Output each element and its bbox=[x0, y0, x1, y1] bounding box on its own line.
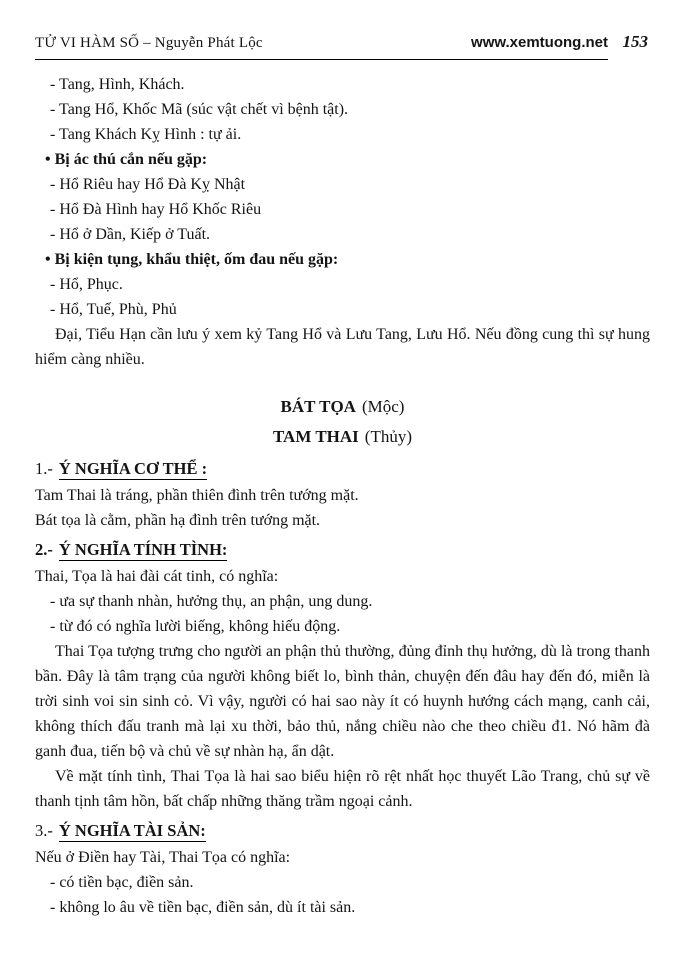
list-item: - ưa sự thanh nhàn, hưởng thụ, an phận, ung dung. bbox=[50, 593, 373, 610]
body-line: Bát tọa là cằm, phần hạ đình trên tướng mặt. bbox=[35, 512, 321, 529]
page-header bbox=[0, 0, 686, 52]
list-item: - có tiền bạc, điền sản. bbox=[50, 874, 194, 891]
bullet-heading-lawsuit: • Bị kiện tụng, khẩu thiệt, ốm đau nếu gặp: bbox=[45, 251, 339, 268]
header-row bbox=[35, 34, 608, 52]
star-element: (Mộc) bbox=[361, 397, 405, 416]
body-line: Thai, Tọa là hai đài cát tinh, có nghĩa: bbox=[35, 568, 279, 585]
star-name: BÁT TỌA bbox=[280, 397, 356, 416]
section-title: Ý NGHĨA TÀI SẢN: bbox=[58, 821, 206, 840]
section-heading-2 bbox=[35, 536, 650, 564]
bullet-heading-beast: • Bị ác thú cắn nếu gặp: bbox=[45, 151, 208, 168]
paragraph-lao-trang: Về mặt tính tình, Thai Tọa là hai sao biểu hiện rõ rệt nhất học thuyết Lão Trang, chủ sự về thanh tịnh tâm hồn, bất chấp những thăng trầm ngoại cảnh. bbox=[35, 768, 650, 810]
list-item: - Hổ, Phục. bbox=[50, 276, 123, 293]
section-title: Ý NGHĨA CƠ THỂ : bbox=[58, 459, 208, 478]
star-heading-tam-thai bbox=[35, 422, 650, 452]
list-item: - từ đó có nghĩa lười biếng, không hiếu động. bbox=[50, 618, 341, 635]
section-heading-1 bbox=[35, 455, 650, 483]
star-name: TAM THAI bbox=[272, 427, 359, 446]
section-heading-3 bbox=[35, 817, 650, 845]
list-item: - Hổ, Tuế, Phù, Phủ bbox=[50, 301, 177, 318]
section-number: 3.- bbox=[35, 821, 53, 840]
list-item: - Hổ ở Dần, Kiếp ở Tuất. bbox=[50, 226, 211, 243]
star-heading-bat-toa bbox=[35, 392, 650, 422]
list-item: - không lo âu về tiền bạc, điền sản, dù ít tài sản. bbox=[50, 899, 356, 916]
section-number: 2.- bbox=[35, 540, 53, 559]
list-item: - Tang Khách Kỵ Hình : tự ải. bbox=[50, 126, 242, 143]
page-number: 153 bbox=[622, 32, 648, 51]
paragraph-han: Đại, Tiểu Hạn cần lưu ý xem kỷ Tang Hổ và Lưu Tang, Lưu Hổ. Nếu đồng cung thì sự hung hiểm càng nhiều. bbox=[35, 326, 650, 368]
list-item: - Hổ Riêu hay Hổ Đà Kỵ Nhật bbox=[50, 176, 246, 193]
website-url: www.xemtuong.net bbox=[471, 34, 608, 51]
body-line: Nếu ở Điền hay Tài, Thai Tọa có nghĩa: bbox=[35, 849, 291, 866]
book-title: TỬ VI HÀM SỐ – Nguyễn Phát Lộc bbox=[35, 35, 263, 51]
body-line: Tam Thai là tráng, phần thiên đình trên tướng mặt. bbox=[35, 487, 359, 504]
star-element: (Thủy) bbox=[364, 427, 412, 446]
section-title: Ý NGHĨA TÍNH TÌNH: bbox=[58, 540, 228, 559]
list-item: - Tang, Hình, Khách. bbox=[50, 76, 185, 93]
list-item: - Hổ Đà Hình hay Hổ Khốc Riêu bbox=[50, 201, 262, 218]
section-number: 1.- bbox=[35, 459, 53, 478]
page-content bbox=[0, 60, 686, 920]
paragraph-thai-toa: Thai Tọa tượng trưng cho người an phận thủ thường, đủng đỉnh thụ hưởng, dù là trong thanh bần. Đây là tâm trạng của người không biết lo, bình thản, chuyện đến đâu hay đến đó, miễn là trời sinh voi sin sinh cỏ. Vì vậy, người có hai sao này ít có huynh hướng cách mạng, canh cải, không thích đấu tranh mà lại xu thời, bảo thủ, nắng chiều nào che theo chiều đ1. Nó hãm đà ganh đua, tiến bộ và chủ về sự nhàn hạ, ẩn dật. bbox=[35, 643, 650, 760]
list-item: - Tang Hổ, Khốc Mã (súc vật chết vì bệnh tật). bbox=[50, 101, 349, 118]
